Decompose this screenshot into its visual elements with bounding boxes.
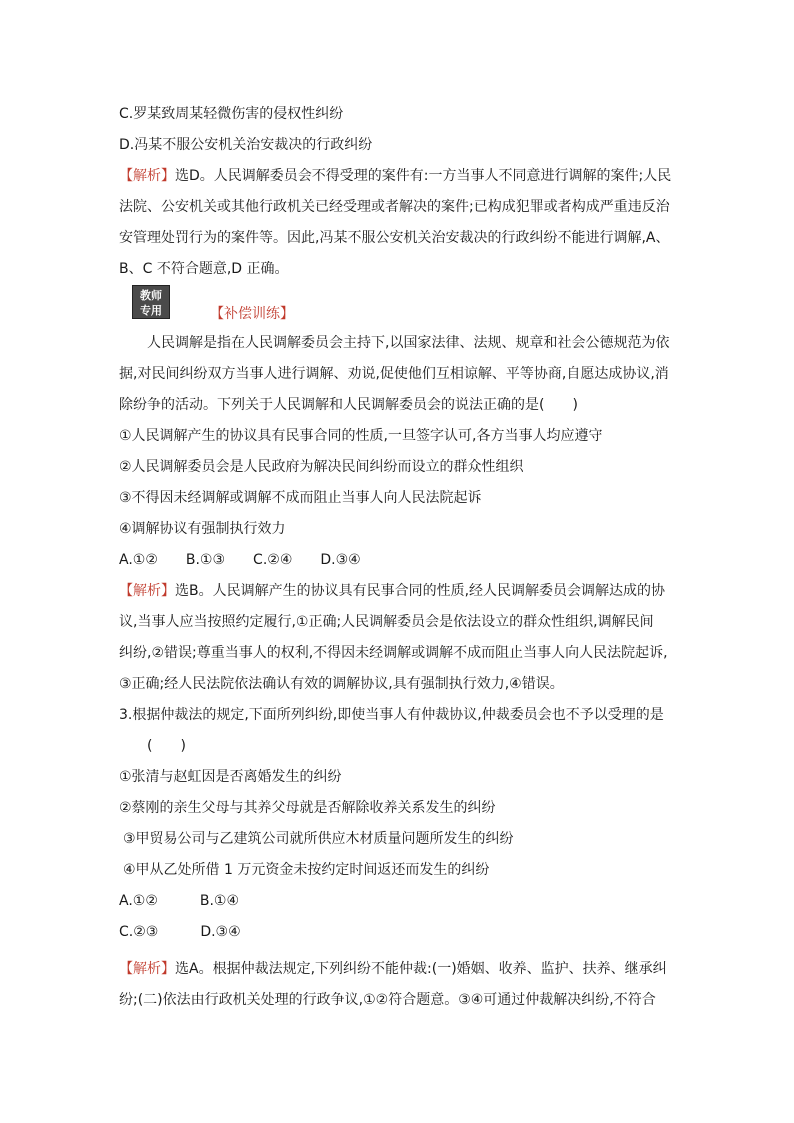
q3-statement-4: ④甲从乙处所借 1 万元资金未按约定时间返还而发生的纠纷	[123, 862, 490, 878]
statement-2: ②人民调解委员会是人民政府为解决民间纠纷而设立的群众性组织	[119, 459, 524, 475]
question-3-blank: ( )	[147, 738, 186, 754]
statement-3: ③不得因未经调解或调解不成而阻止当事人向人民法院起诉	[119, 490, 482, 506]
compensation-training-heading: 【补偿训练】	[210, 306, 294, 322]
analysis-2-line-1: 【解析】选B。人民调解产生的协议具有民事合同的性质,经人民调解委员会调解达成的协	[119, 583, 666, 599]
question-stem-line-2: 据,对民间纠纷双方当事人进行调解、劝说,促使他们互相谅解、平等协商,自愿达成协议,消	[119, 366, 669, 382]
q3-options-row-2: C.②③ D.③④	[119, 924, 241, 940]
analysis-3-line-1: 【解析】选A。根据仲裁法规定,下列纠纷不能仲裁:(一)婚姻、收养、监护、扶养、继承纠	[119, 961, 667, 977]
option-d: D.冯某不服公安机关治安裁决的行政纠纷	[119, 137, 373, 153]
question-stem-line-3: 除纷争的活动。下列关于人民调解和人民调解委员会的说法正确的是( )	[119, 397, 578, 413]
analysis-1-line-3: 安管理处罚行为的案件等。因此,冯某不服公安机关治安裁决的行政纠纷不能进行调解,A、	[119, 230, 670, 246]
analysis-1-line-1: 【解析】选D。人民调解委员会不得受理的案件有:一方当事人不同意进行调解的案件;人民	[119, 168, 672, 184]
question-stem-line-1: 人民调解是指在人民调解委员会主持下,以国家法律、法规、规章和社会公德规范为依	[147, 335, 670, 351]
q3-statement-3: ③甲贸易公司与乙建筑公司就所供应木材质量问题所发生的纠纷	[123, 831, 514, 847]
statement-4: ④调解协议有强制执行效力	[119, 521, 286, 537]
q3-options-row-1: A.①② B.①④	[119, 893, 240, 909]
statement-1: ①人民调解产生的协议具有民事合同的性质,一旦签字认可,各方当事人均应遵守	[119, 428, 603, 444]
analysis-1-line-4: B、C 不符合题意,D 正确。	[119, 261, 289, 277]
analysis-2-line-3: 纠纷,②错误;尊重当事人的权利,不得因未经调解或调解不成而阻止当事人向人民法院起诉,	[119, 645, 668, 661]
analysis-tag: 【解析】	[119, 961, 175, 977]
analysis-2-line-4: ③正确;经人民法院依法确认有效的调解协议,具有强制执行效力,④错误。	[119, 676, 564, 692]
q3-statement-2: ②蔡刚的亲生父母与其养父母就是否解除收养关系发生的纠纷	[119, 800, 496, 816]
analysis-tag: 【解析】	[119, 168, 175, 184]
answer-options: A.①② B.①③ C.②④ D.③④	[119, 552, 361, 568]
teacher-only-badge: 教师 专用	[132, 285, 170, 319]
question-3-stem: 3.根据仲裁法的规定,下面所列纠纷,即使当事人有仲裁协议,仲裁委员会也不予以受理的是	[119, 707, 664, 723]
analysis-tag: 【解析】	[119, 583, 175, 599]
analysis-2-line-2: 议,当事人应当按照约定履行,①正确;人民调解委员会是依法设立的群众性组织,调解民间	[119, 614, 654, 630]
option-c: C.罗某致周某轻微伤害的侵权性纠纷	[119, 106, 344, 122]
analysis-1-line-2: 法院、公安机关或其他行政机关已经受理或者解决的案件;已构成犯罪或者构成严重违反治	[119, 199, 670, 215]
analysis-3-line-2: 纷;(二)依法由行政机关处理的行政争议,①②符合题意。③④可通过仲裁解决纠纷,不符合	[119, 992, 656, 1008]
q3-statement-1: ①张清与赵虹因是否离婚发生的纠纷	[119, 769, 342, 785]
